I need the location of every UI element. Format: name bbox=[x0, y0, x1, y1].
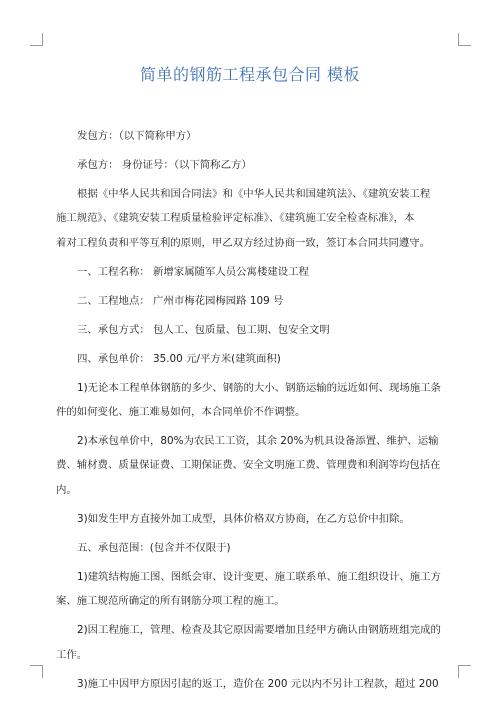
paragraph-line: 着对工程负责和平等互利的原则，甲乙双方经过协商一致，签订本合同共同遵守。 bbox=[56, 236, 431, 249]
paragraph bbox=[56, 260, 444, 284]
paragraph-line: 3)施工中因甲方原因引起的返工，造价在 200 元以内不另计工程款，超过 200 bbox=[77, 677, 439, 690]
paragraph bbox=[56, 182, 444, 255]
paragraph bbox=[56, 536, 444, 560]
paragraph bbox=[56, 318, 444, 342]
paragraph-line: 1)无论本工程单体钢筋的多少、钢筋的大小、钢筋运输的远近如何、现场施工条 bbox=[77, 381, 441, 394]
document-title: 简单的钢筋工程承包合同 模板 bbox=[139, 65, 361, 84]
paragraph-line: 五、承包范围：(包含并不仅限于) bbox=[77, 541, 231, 554]
paragraph-line: 三、承包方式： 包人工、包质量、包工期、包安全文明 bbox=[77, 323, 330, 336]
paragraph bbox=[56, 153, 444, 177]
paragraph-line: 承包方： 身份证号：（以下简称乙方） bbox=[77, 158, 252, 171]
paragraph bbox=[56, 289, 444, 313]
paragraph-line: 一、工程名称： 新增家属随军人员公寓楼建设工程 bbox=[77, 265, 309, 278]
paragraph-line: 案、施工规范所确定的所有钢筋分项工程的施工。 bbox=[56, 595, 285, 608]
crop-mark-bottom-right bbox=[458, 665, 471, 678]
paragraph-line: 发包方：（以下简称甲方） bbox=[77, 130, 197, 142]
crop-mark-bottom-left bbox=[30, 665, 43, 678]
paragraph-line: 3)如发生甲方直接外加工成型，具体价格双方协商，在乙方总价中扣除。 bbox=[77, 512, 410, 525]
paragraph-line: 内。 bbox=[56, 483, 77, 496]
paragraph-line: 2)因工程施工，管理、检查及其它原因需要增加且经甲方确认由钢筋班组完成的 bbox=[77, 624, 441, 637]
paragraph bbox=[56, 347, 444, 371]
crop-mark-top-left bbox=[30, 33, 43, 46]
paragraph-line: 四、承包单价： 35.00 元/平方米(建筑面积) bbox=[77, 352, 281, 365]
paragraph bbox=[56, 565, 444, 614]
paragraph-line: 二、工程地点： 广州市梅花园梅园路 109 号 bbox=[77, 294, 284, 307]
paragraph-line: 件的如何变化、施工难易如何，本合同单价不作调整。 bbox=[56, 406, 306, 419]
paragraph bbox=[56, 429, 444, 502]
paragraph-line: 1)建筑结构施工图、图纸会审、设计变更、施工联系单、施工组织设计、施工方 bbox=[77, 570, 441, 583]
paragraph bbox=[56, 507, 444, 531]
crop-mark-top-right bbox=[458, 33, 471, 46]
paragraph bbox=[56, 618, 444, 667]
paragraph-line: 工作。 bbox=[56, 648, 88, 661]
paragraph bbox=[56, 124, 444, 148]
paragraph bbox=[56, 672, 444, 696]
paragraph-line: 施工规范》、《建筑安装工程质量检验评定标准》、《建筑施工安全检查标准》，本 bbox=[56, 212, 415, 225]
paragraph-line: 根据《中华人民共和国合同法》和《中华人民共和国建筑法》、《建筑安装工程 bbox=[77, 187, 431, 200]
paragraph-line: 2)本承包单价中，80%为农民工工资，其余 20%为机具设备添置、维护、运输 bbox=[77, 435, 439, 448]
paragraph bbox=[56, 376, 444, 425]
document-body bbox=[56, 124, 444, 701]
paragraph-line: 费、辅材费、质量保证费、工期保证费、安全文明施工费、管理费和利润等均包括在 bbox=[56, 459, 441, 472]
